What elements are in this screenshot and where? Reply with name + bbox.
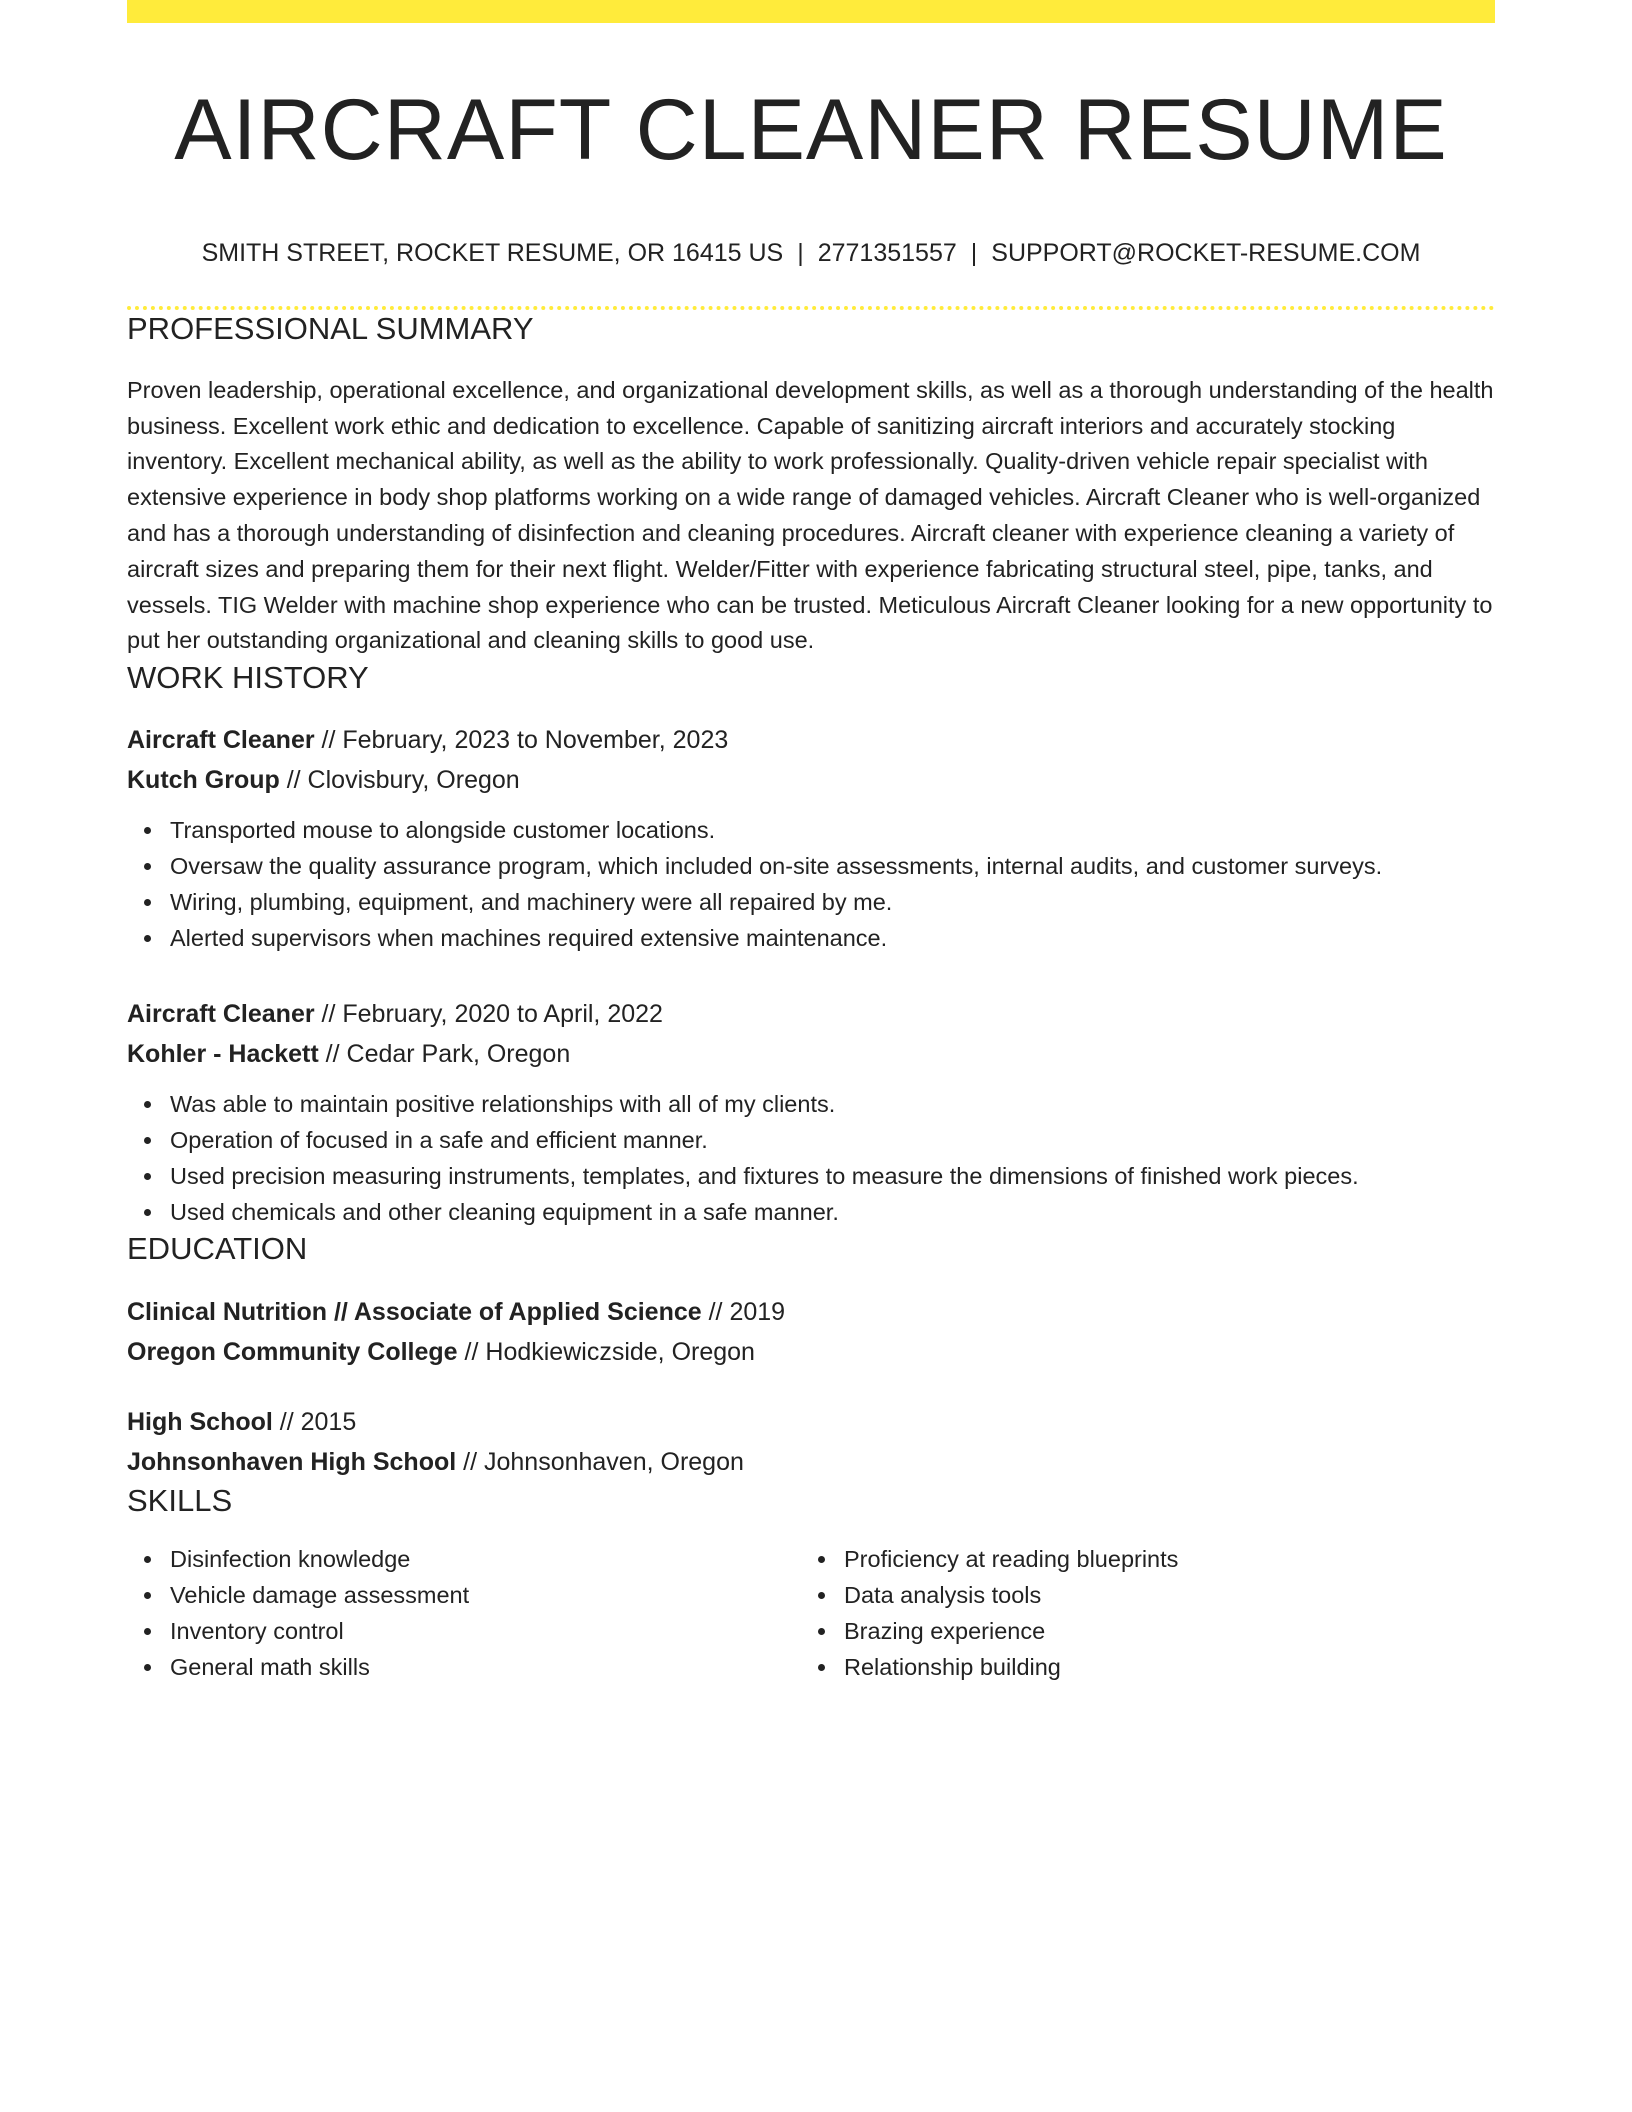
job-location: // Clovisbury, Oregon — [286, 766, 520, 795]
job-title-line — [127, 720, 1495, 760]
skill-item: Vehicle damage assessment — [127, 1577, 801, 1613]
education-degree: High School — [127, 1407, 273, 1436]
job-dates: // February, 2020 to April, 2022 — [321, 1000, 663, 1029]
job-bullet: Oversaw the quality assurance program, which included on-site assessments, internal audits, and customer surveys. — [127, 848, 1495, 884]
summary-text: Proven leadership, operational excellence, and organizational development skills, as well as a thorough understanding of the health business. Excellent work ethic and dedication to excellence. Capable of sanitizing aircraft interiors and accurately stocking inventory. Excellent mechanical ability, as well as the ability to work professionally. Quality-driven vehicle repair specialist with extensive experience in body shop platforms working on a wide range of damaged vehicles. Aircraft Cleaner who is well-organized and has a thorough understanding of disinfection and cleaning procedures. Aircraft cleaner with experience cleaning a variety of aircraft sizes and preparing them for their next flight. Welder/Fitter with experience fabricating structural steel, pipe, tanks, and vessels. TIG Welder with machine shop experience who can be trusted. Meticulous Aircraft Cleaner looking for a new opportunity to put her outstanding organizational and cleaning skills to good use. — [127, 376, 1494, 654]
education-school-line — [127, 1332, 1495, 1372]
job-bullet: Used precision measuring instruments, templates, and fixtures to measure the dimensions of finished work pieces. — [127, 1158, 1495, 1194]
education-location: // Johnsonhaven, Oregon — [463, 1447, 744, 1476]
skill-item: Inventory control — [127, 1613, 801, 1649]
education-entry — [127, 1292, 1495, 1372]
education-year: // 2019 — [708, 1297, 786, 1326]
job-title: Aircraft Cleaner — [127, 1000, 315, 1029]
education-degree: Clinical Nutrition // Associate of Applied Science — [127, 1297, 702, 1326]
contact-separator: | — [797, 238, 804, 267]
skills-right-column — [801, 1541, 1475, 1685]
skill-item: Relationship building — [801, 1649, 1475, 1685]
education-year: // 2015 — [279, 1407, 357, 1436]
education-school-line — [127, 1442, 1495, 1482]
job-bullet: Used chemicals and other cleaning equipment in a safe manner. — [127, 1194, 1495, 1230]
job-bullet: Operation of focused in a safe and efficient manner. — [127, 1122, 1495, 1158]
job-bullet: Wiring, plumbing, equipment, and machinery were all repaired by me. — [127, 884, 1495, 920]
skill-item: General math skills — [127, 1649, 801, 1685]
job-bullet: Was able to maintain positive relationships with all of my clients. — [127, 1086, 1495, 1122]
job-company: Kutch Group — [127, 766, 280, 795]
education-degree-line — [127, 1292, 1495, 1332]
job-location: // Cedar Park, Oregon — [325, 1040, 571, 1069]
job-company: Kohler - Hackett — [127, 1040, 319, 1069]
education-school: Johnsonhaven High School — [127, 1447, 457, 1476]
skill-item: Proficiency at reading blueprints — [801, 1541, 1475, 1577]
skill-item: Data analysis tools — [801, 1577, 1475, 1613]
skill-item: Disinfection knowledge — [127, 1541, 801, 1577]
contact-phone: 2771351557 — [817, 238, 957, 267]
skills-columns — [127, 1541, 1495, 1685]
job-company-line — [127, 1034, 1495, 1074]
contact-line — [127, 238, 1495, 268]
work-history-heading: WORK HISTORY — [127, 660, 369, 696]
job-title: Aircraft Cleaner — [127, 726, 315, 755]
job-bullet: Alerted supervisors when machines required extensive maintenance. — [127, 920, 1495, 956]
job-bullets — [127, 1086, 1495, 1230]
job-entry — [127, 994, 1495, 1230]
accent-bar — [127, 0, 1495, 23]
education-entry — [127, 1402, 1495, 1482]
contact-email: SUPPORT@ROCKET-RESUME.COM — [991, 238, 1421, 267]
job-entry — [127, 720, 1495, 956]
job-company-line — [127, 760, 1495, 800]
education-heading: EDUCATION — [127, 1231, 308, 1267]
resume-title: AIRCRAFT CLEANER RESUME — [174, 82, 1448, 178]
education-degree-line — [127, 1402, 1495, 1442]
contact-address: SMITH STREET, ROCKET RESUME, OR 16415 US — [201, 238, 784, 267]
skills-heading: SKILLS — [127, 1482, 233, 1518]
job-dates: // February, 2023 to November, 2023 — [321, 726, 729, 755]
summary-heading: PROFESSIONAL SUMMARY — [127, 310, 534, 346]
resume-page — [127, 0, 1495, 1685]
skills-left-column — [127, 1541, 801, 1685]
skill-item: Brazing experience — [801, 1613, 1475, 1649]
job-title-line — [127, 994, 1495, 1034]
education-location: // Hodkiewiczside, Oregon — [464, 1337, 755, 1366]
job-bullets — [127, 812, 1495, 956]
education-school: Oregon Community College — [127, 1337, 458, 1366]
job-bullet: Transported mouse to alongside customer locations. — [127, 812, 1495, 848]
contact-separator: | — [970, 238, 978, 267]
